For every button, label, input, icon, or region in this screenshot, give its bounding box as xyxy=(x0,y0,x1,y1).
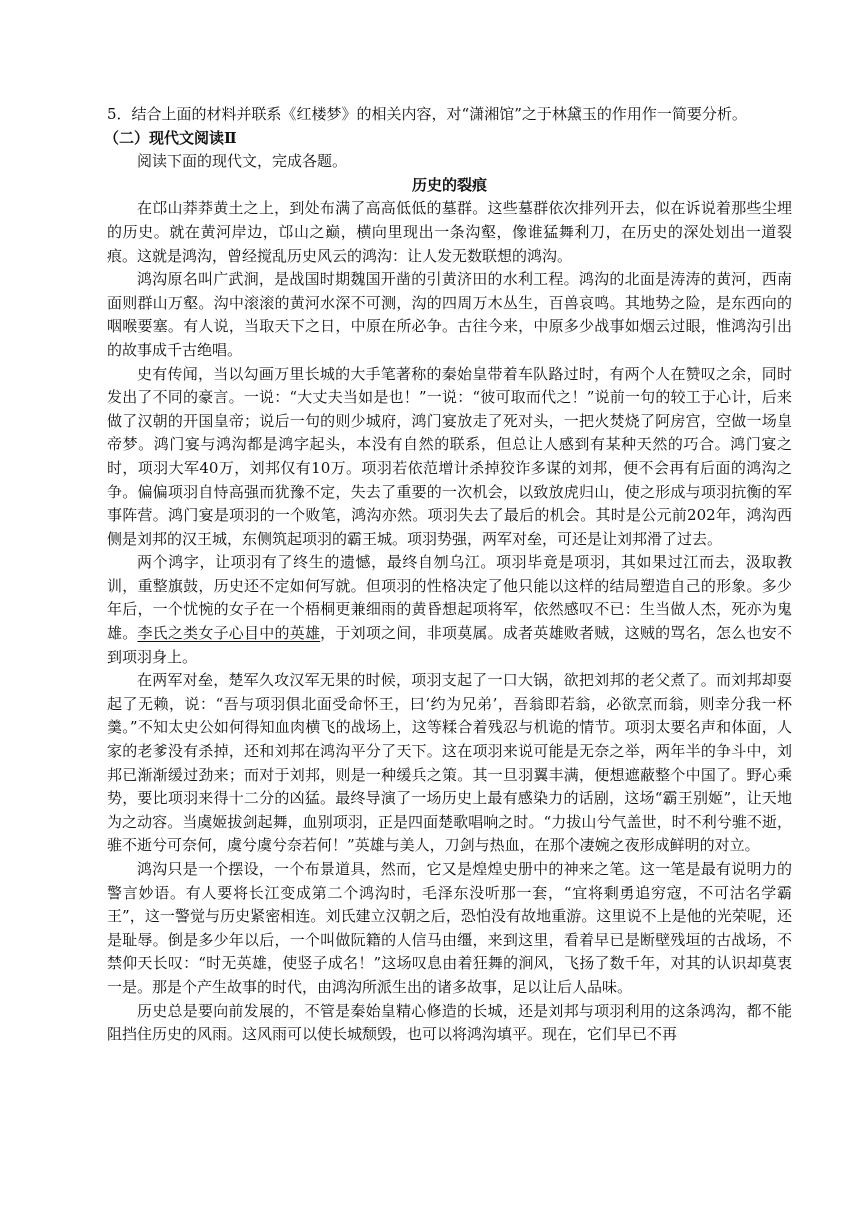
article-paragraph-4 xyxy=(107,551,792,669)
paragraph-4-text-after: ，于刘项之间，非项莫属。成者英雄败者贼，这贼的骂名，怎么也安不到项羽身上。 xyxy=(107,624,792,666)
section-heading: （二）现代文阅读Ⅱ xyxy=(104,128,237,147)
article-paragraph-2: 鸿沟原名叫广武涧，是战国时期魏国开凿的引黄济田的水利工程。鸿沟的北面是涛涛的黄河，西南面则群山万壑。沟中滚滚的黄河水深不可测，沟的四周万木丛生，百兽哀鸣。其地势之险，是东西向的咽喉要塞。有人说，当取天下之日，中原在所必争。古往今来，中原多少战事如烟云过眼，惟鸿沟引出的故事成千古绝唱。 xyxy=(107,270,792,359)
article-paragraph-6: 鸿沟只是一个摆设，一个布景道具，然而，它又是煌煌史册中的神来之笔。这一笔是最有说明力的警言妙语。有人要将长江变成第二个鸿沟时，毛泽东没听那一套，“宜将剩勇追穷寇，不可沽名学霸王”，这一警觉与历史紧密相连。刘氏建立汉朝之后，恐怕没有故地重游。这里说不上是他的光荣呢，还是耻辱。倒是多少年以后，一个叫做阮籍的人信马由缰，来到这里，看着早已是断壁残垣的古战场，不禁仰天长叹：“时无英雄，使竖子成名！”这场叹息由着狂舞的涧风，飞扬了数千年，对其的认识却莫衷一是。那是个产生故事的时代，由鸿沟所派生出的诸多故事，足以让后人品味。 xyxy=(107,860,792,996)
article-paragraph-3: 史有传闻，当以勾画万里长城的大手笔著称的秦始皇带着车队路过时，有两个人在赞叹之余，同时发出了不同的豪言。一说：“大丈夫当如是也！”一说：“彼可取而代之！”说前一句的较工于心计，后来做了汉朝的开国皇帝；说后一句的则少城府，鸿门宴放走了死对头，一把火焚烧了阿房宫，空做一场皇帝梦。鸿门宴与鸿沟都是鸿字起头，本没有自然的联系，但总让人感到有某种天然的巧合。鸿门宴之时，项羽大军40万，刘邦仅有10万。项羽若依范增计杀掉狡诈多谋的刘邦，便不会再有后面的鸿沟之争。偏偏项羽自恃高强而犹豫不定，失去了重要的一次机会，以致放虎归山，使之形成与项羽抗衡的军事阵营。鸿门宴是项羽的一个败笔，鸿沟亦然。项羽失去了最后的机会。其时是公元前202年，鸿沟西侧是刘邦的汉王城，东侧筑起项羽的霸王城。项羽势强，两军对垒，可还是让刘邦滑了过去。 xyxy=(107,364,792,548)
paragraph-4-text-before: 两个鸿字，让项羽有了终生的遗憾，最终自刎乌江。项羽毕竟是项羽，其如果过江而去，汲取教训，重整旗鼓，历史还不定如何写就。但项羽的性格决定了他只能以这样的结局塑造自己的形象。多少年后，一个忧惋的女子在一个梧桐更兼细雨的黄昏想起项将军，依然感叹不已：生当做人杰，死亦为鬼雄。 xyxy=(107,553,792,643)
underlined-phrase: 李氏之类女子心目中的英雄 xyxy=(137,624,321,643)
article-title: 历史的裂痕 xyxy=(411,175,487,194)
question-5: 5．结合上面的材料并联系《红楼梦》的相关内容，对“潇湘馆”之于林黛玉的作用作一简要分析。 xyxy=(107,105,747,123)
article-paragraph-5: 在两军对垒，楚军久攻汉军无果的时候，项羽支起了一口大锅，欲把刘邦的老父煮了。而刘邦却耍起了无赖，说：“吾与项羽俱北面受命怀王，曰‘约为兄弟’，吾翁即若翁，必欲烹而翁，则幸分我一杯羹。”不知太史公如何得知血肉横飞的战场上，这等糅合着残忍与机诡的情节。项羽太要名声和体面，人家的老爹没有杀掉，还和刘邦在鸿沟平分了天下。这在项羽来说可能是无奈之举，两年半的争斗中，刘邦已渐渐缓过劲来；而对于刘邦，则是一种缓兵之策。其一旦羽翼丰满，便想遮蔽整个中国了。野心乘势，要比项羽来得十二分的凶猛。最终导演了一场历史上最有感染力的话剧，这场“霸王别姬”，让天地为之动容。当虞姬拔剑起舞，血别项羽，正是四面楚歌唱响之时。“力拔山兮气盖世，时不利兮骓不逝，骓不逝兮可奈何，虞兮虞兮奈若何！”英雄与美人，刀剑与热血，在那个凄婉之夜形成鲜明的对立。 xyxy=(107,671,792,855)
article-paragraph-7: 历史总是要向前发展的，不管是秦始皇精心修造的长城，还是刘邦与项羽利用的这条鸿沟，都不能阻挡住历史的风雨。这风雨可以使长城颓毁，也可以将鸿沟填平。现在，它们早已不再 xyxy=(107,1001,792,1044)
article-paragraph-1: 在邙山莽莽黄土之上，到处布满了高高低低的墓群。这些墓群依次排列开去，似在诉说着那些尘埋的历史。就在黄河岸边，邙山之巅，横向里现出一条沟壑，像谁猛舞利刀，在历史的深处划出一道裂痕。这就是鸿沟，曾经搅乱历史风云的鸿沟：让人发无数联想的鸿沟。 xyxy=(107,199,792,265)
reading-instruction: 阅读下面的现代文，完成各题。 xyxy=(137,152,348,171)
